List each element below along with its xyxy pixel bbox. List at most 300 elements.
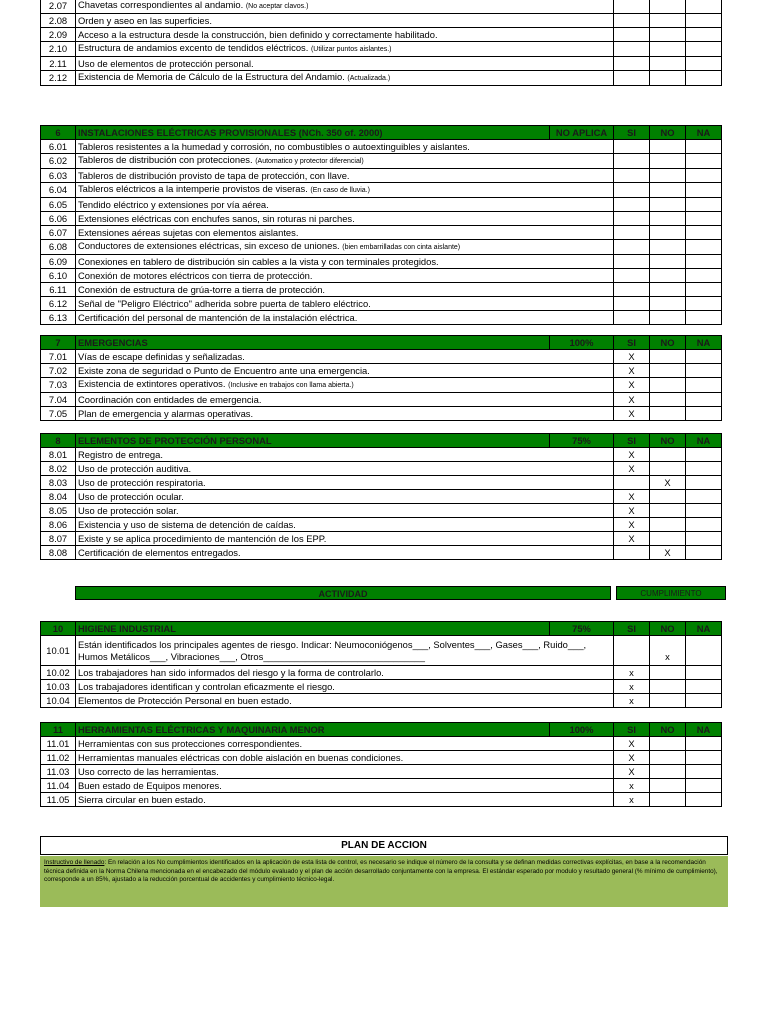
na-mark-cell — [686, 240, 722, 255]
item-text: Uso de protección ocular. — [78, 490, 184, 502]
checklist-row — [41, 14, 722, 28]
na-mark-cell — [686, 169, 722, 183]
na-mark-cell — [686, 666, 722, 680]
no-mark-cell — [650, 140, 686, 154]
na-mark-cell — [686, 14, 722, 28]
item-note: (Utilizar puntos aislantes.) — [310, 46, 392, 53]
col-na-header: NA — [686, 434, 722, 448]
activity-header: ACTIVIDAD — [75, 586, 611, 600]
na-mark-cell — [686, 297, 722, 311]
no-mark-cell — [650, 28, 686, 42]
no-mark-cell — [650, 226, 686, 240]
col-na-header: NA — [686, 622, 722, 636]
si-mark-cell: X — [614, 532, 650, 546]
checklist-row — [41, 532, 722, 546]
si-mark-cell: X — [614, 364, 650, 378]
si-mark-cell: x — [614, 680, 650, 694]
na-mark-cell — [686, 546, 722, 560]
checklist-row — [41, 518, 722, 532]
item-text: Uso de protección auditiva. — [78, 462, 192, 474]
col-no-header: NO — [650, 336, 686, 350]
section-status: 100% — [550, 723, 614, 737]
checklist-row — [41, 407, 722, 421]
si-mark-cell — [614, 226, 650, 240]
col-si-header: SI — [614, 723, 650, 737]
item-description — [76, 636, 614, 666]
no-mark-cell — [650, 393, 686, 407]
instructions-box — [40, 856, 728, 907]
item-number: 6.13 — [41, 311, 76, 325]
item-description — [76, 140, 614, 154]
checklist-row — [41, 240, 722, 255]
item-text: Conductores de extensiones eléctricas, sin exceso de uniones. — [78, 240, 340, 251]
item-number: 7.01 — [41, 350, 76, 364]
item-number: 8.01 — [41, 448, 76, 462]
checklist-row — [41, 504, 722, 518]
no-mark-cell — [650, 793, 686, 807]
section-status: 75% — [550, 434, 614, 448]
item-note: (Inclusive en trabajos con llama abierta.) — [228, 382, 354, 389]
si-mark-cell: X — [614, 765, 650, 779]
no-mark-cell — [650, 751, 686, 765]
item-text: Existe y se aplica procedimiento de mantención de los EPP. — [78, 532, 327, 544]
na-mark-cell — [686, 283, 722, 297]
checklist-row — [41, 765, 722, 779]
checklist-row — [41, 0, 722, 14]
si-mark-cell — [614, 154, 650, 169]
section-header-row — [41, 434, 722, 448]
item-number: 2.11 — [41, 57, 76, 71]
na-mark-cell — [686, 751, 722, 765]
si-mark-cell — [614, 269, 650, 283]
item-description — [76, 694, 614, 708]
item-number: 10.04 — [41, 694, 76, 708]
no-mark-cell — [650, 518, 686, 532]
si-mark-cell — [614, 169, 650, 183]
item-number: 11.02 — [41, 751, 76, 765]
section-number: 6 — [41, 126, 76, 140]
no-mark-cell — [650, 42, 686, 57]
item-text: Tableros resistentes a la humedad y corrosión, no combustibles o autoextinguibles y aislantes. — [78, 140, 470, 152]
item-number: 10.03 — [41, 680, 76, 694]
item-number: 2.09 — [41, 28, 76, 42]
item-number: 6.01 — [41, 140, 76, 154]
checklist-row — [41, 169, 722, 183]
item-note: (bien embarrilladas con cinta aislante) — [342, 244, 461, 251]
section-10-table — [40, 621, 722, 708]
section-title: HIGIENE INDUSTRIAL — [76, 622, 550, 636]
si-mark-cell — [614, 57, 650, 71]
item-text: Estructura de andamios excento de tendidos eléctricos. — [78, 42, 309, 53]
item-description — [76, 198, 614, 212]
item-description — [76, 283, 614, 297]
col-no-header: NO — [650, 126, 686, 140]
item-number: 8.08 — [41, 546, 76, 560]
no-mark-cell — [650, 694, 686, 708]
item-number: 2.12 — [41, 71, 76, 86]
si-mark-cell — [614, 476, 650, 490]
item-text: Elementos de Protección Personal en buen estado. — [78, 694, 292, 706]
col-si-header: SI — [614, 336, 650, 350]
si-mark-cell: x — [614, 666, 650, 680]
na-mark-cell — [686, 793, 722, 807]
item-note: (En caso de lluvia.) — [310, 187, 370, 194]
section-status: 75% — [550, 622, 614, 636]
col-no-header: NO — [650, 723, 686, 737]
si-mark-cell — [614, 311, 650, 325]
si-mark-cell — [614, 183, 650, 198]
na-mark-cell — [686, 694, 722, 708]
checklist-row — [41, 71, 722, 86]
item-description — [76, 212, 614, 226]
section-6-table — [40, 125, 722, 325]
checklist-row — [41, 57, 722, 71]
checklist-row — [41, 269, 722, 283]
item-number: 11.01 — [41, 737, 76, 751]
si-mark-cell — [614, 14, 650, 28]
item-description — [76, 751, 614, 765]
no-mark-cell: X — [650, 476, 686, 490]
checklist-row — [41, 42, 722, 57]
si-mark-cell — [614, 140, 650, 154]
si-mark-cell: X — [614, 518, 650, 532]
item-text: Existencia y uso de sistema de detención de caídas. — [78, 518, 296, 530]
item-description — [76, 226, 614, 240]
item-number: 11.03 — [41, 765, 76, 779]
item-text: Acceso a la estructura desde la construcción, bien definido y correctamente habilitado. — [78, 28, 438, 40]
checklist-row — [41, 490, 722, 504]
compliance-header: CUMPLIMIENTO — [616, 586, 726, 600]
item-number: 8.07 — [41, 532, 76, 546]
si-mark-cell — [614, 198, 650, 212]
checklist-row — [41, 680, 722, 694]
no-mark-cell — [650, 765, 686, 779]
no-mark-cell — [650, 311, 686, 325]
item-number: 6.03 — [41, 169, 76, 183]
si-mark-cell: X — [614, 407, 650, 421]
na-mark-cell — [686, 532, 722, 546]
item-description — [76, 14, 614, 28]
item-text: Extensiones eléctricas con enchufes sanos, sin roturas ni parches. — [78, 212, 355, 224]
si-mark-cell: X — [614, 737, 650, 751]
item-number: 11.05 — [41, 793, 76, 807]
si-mark-cell: X — [614, 393, 650, 407]
na-mark-cell — [686, 226, 722, 240]
item-number: 8.06 — [41, 518, 76, 532]
na-mark-cell — [686, 350, 722, 364]
na-mark-cell — [686, 71, 722, 86]
item-text: Tableros de distribución provisto de tapa de protección, con llave. — [78, 169, 350, 181]
checklist-row — [41, 350, 722, 364]
item-note: (Actualizada.) — [347, 75, 391, 82]
item-number: 6.10 — [41, 269, 76, 283]
action-plan-title: PLAN DE ACCION — [40, 836, 728, 855]
item-number: 7.02 — [41, 364, 76, 378]
section-status: NO APLICA — [550, 126, 614, 140]
no-mark-cell — [650, 183, 686, 198]
item-description — [76, 364, 614, 378]
item-number: 6.07 — [41, 226, 76, 240]
checklist-row — [41, 476, 722, 490]
si-mark-cell — [614, 546, 650, 560]
item-text: Los trabajadores identifican y controlan eficazmente el riesgo. — [78, 680, 335, 692]
instructions-text: : En relación a los No cumplimientos identificados en la aplicación de esta lista de control, es necesario se indique el número de la consulta y se definan medidas correctivas explícitas, en base a la recomendación técnica definida en la Norma Chilena mencionada en el encabezado del módulo evaluado y el plan de acción desarrollado conjuntamente con la empresa. El estándar esperado por modulo y resultado general (% mínimo de cumplimiento), corresponde a un 85%, ajustado a la reducción porcentual de accidentes y cumplimiento técnico-legal. — [44, 859, 718, 883]
col-na-header: NA — [686, 336, 722, 350]
no-mark-cell — [650, 71, 686, 86]
si-mark-cell: X — [614, 378, 650, 393]
no-mark-cell — [650, 169, 686, 183]
item-description — [76, 240, 614, 255]
item-text: Certificación del personal de mantención de la instalación eléctrica. — [78, 311, 358, 323]
si-mark-cell — [614, 42, 650, 57]
si-mark-cell — [614, 240, 650, 255]
checklist-row — [41, 297, 722, 311]
no-mark-cell — [650, 378, 686, 393]
item-description — [76, 765, 614, 779]
si-mark-cell: x — [614, 779, 650, 793]
section-header-row — [41, 336, 722, 350]
item-number: 7.03 — [41, 378, 76, 393]
section-title: HERRAMIENTAS ELÉCTRICAS Y MAQUINARIA MENOR — [76, 723, 550, 737]
col-si-header: SI — [614, 434, 650, 448]
na-mark-cell — [686, 183, 722, 198]
item-text: Conexión de estructura de grúa-torre a tierra de protección. — [78, 283, 326, 295]
na-mark-cell — [686, 154, 722, 169]
col-no-header: NO — [650, 434, 686, 448]
item-number: 6.02 — [41, 154, 76, 169]
item-description — [76, 504, 614, 518]
section-7-table — [40, 335, 722, 421]
na-mark-cell — [686, 212, 722, 226]
item-number: 8.04 — [41, 490, 76, 504]
na-mark-cell — [686, 680, 722, 694]
si-mark-cell: X — [614, 350, 650, 364]
item-description — [76, 779, 614, 793]
item-text: Extensiones aéreas sujetas con elementos aislantes. — [78, 226, 299, 238]
na-mark-cell — [686, 490, 722, 504]
na-mark-cell — [686, 57, 722, 71]
section-number: 7 — [41, 336, 76, 350]
item-text: Orden y aseo en las superficies. — [78, 14, 212, 26]
checklist-row — [41, 226, 722, 240]
item-number: 6.04 — [41, 183, 76, 198]
no-mark-cell — [650, 255, 686, 269]
item-text: Herramientas manuales eléctricas con doble aislación en buenas condiciones. — [78, 751, 404, 763]
item-description — [76, 183, 614, 198]
item-description — [76, 269, 614, 283]
item-text: Coordinación con entidades de emergencia. — [78, 393, 262, 405]
checklist-row — [41, 212, 722, 226]
si-mark-cell — [614, 297, 650, 311]
item-number: 2.08 — [41, 14, 76, 28]
na-mark-cell — [686, 0, 722, 14]
item-text: Chavetas correspondientes al andamio. — [78, 0, 244, 10]
checklist-row — [41, 751, 722, 765]
checklist-row — [41, 448, 722, 462]
item-number: 6.11 — [41, 283, 76, 297]
section-header-row — [41, 126, 722, 140]
checklist-row — [41, 255, 722, 269]
item-description — [76, 737, 614, 751]
item-number: 2.07 — [41, 0, 76, 14]
no-mark-cell — [650, 350, 686, 364]
checklist-row — [41, 694, 722, 708]
no-mark-cell — [650, 779, 686, 793]
item-description — [76, 518, 614, 532]
na-mark-cell — [686, 311, 722, 325]
item-description — [76, 311, 614, 325]
no-mark-cell: x — [650, 636, 686, 666]
item-description — [76, 255, 614, 269]
section-title: EMERGENCIAS — [76, 336, 550, 350]
si-mark-cell: X — [614, 448, 650, 462]
na-mark-cell — [686, 737, 722, 751]
item-number: 6.12 — [41, 297, 76, 311]
no-mark-cell — [650, 666, 686, 680]
si-mark-cell — [614, 28, 650, 42]
col-si-header: SI — [614, 622, 650, 636]
na-mark-cell — [686, 28, 722, 42]
item-text: Uso de protección respiratoria. — [78, 476, 206, 488]
item-text: Conexiones en tablero de distribución sin cables a la vista y con terminales protegidos. — [78, 255, 439, 267]
checklist-row — [41, 198, 722, 212]
no-mark-cell — [650, 364, 686, 378]
item-description — [76, 680, 614, 694]
item-description — [76, 0, 614, 14]
si-mark-cell: x — [614, 793, 650, 807]
si-mark-cell — [614, 636, 650, 666]
no-mark-cell — [650, 154, 686, 169]
item-text: Tableros de distribución con protecciones. — [78, 154, 253, 165]
na-mark-cell — [686, 504, 722, 518]
section-8-table — [40, 433, 722, 560]
checklist-row — [41, 28, 722, 42]
no-mark-cell — [650, 269, 686, 283]
item-number: 8.05 — [41, 504, 76, 518]
na-mark-cell — [686, 518, 722, 532]
checklist-row — [41, 364, 722, 378]
na-mark-cell — [686, 42, 722, 57]
checklist-row — [41, 636, 722, 666]
checklist-row — [41, 311, 722, 325]
checklist-row — [41, 183, 722, 198]
si-mark-cell: X — [614, 751, 650, 765]
na-mark-cell — [686, 462, 722, 476]
na-mark-cell — [686, 448, 722, 462]
section-title: ELEMENTOS DE PROTECCIÓN PERSONAL — [76, 434, 550, 448]
si-mark-cell: X — [614, 490, 650, 504]
no-mark-cell — [650, 14, 686, 28]
item-description — [76, 793, 614, 807]
col-na-header: NA — [686, 126, 722, 140]
checklist-row — [41, 462, 722, 476]
no-mark-cell — [650, 57, 686, 71]
checklist-row — [41, 737, 722, 751]
section-title: INSTALACIONES ELÉCTRICAS PROVISIONALES (NCh. 350 of. 2000) — [76, 126, 550, 140]
no-mark-cell — [650, 283, 686, 297]
no-mark-cell: X — [650, 546, 686, 560]
item-description — [76, 350, 614, 364]
item-number: 2.10 — [41, 42, 76, 57]
na-mark-cell — [686, 476, 722, 490]
si-mark-cell: x — [614, 694, 650, 708]
si-mark-cell: X — [614, 504, 650, 518]
item-note: (Automatico y protector diferencial) — [255, 158, 364, 165]
no-mark-cell — [650, 407, 686, 421]
na-mark-cell — [686, 636, 722, 666]
section-number: 8 — [41, 434, 76, 448]
item-description — [76, 462, 614, 476]
item-number: 6.09 — [41, 255, 76, 269]
na-mark-cell — [686, 393, 722, 407]
item-text: Existe zona de seguridad o Punto de Encuentro ante una emergencia. — [78, 364, 370, 376]
section-11-table — [40, 722, 722, 807]
no-mark-cell — [650, 297, 686, 311]
item-description — [76, 169, 614, 183]
na-mark-cell — [686, 779, 722, 793]
checklist-row — [41, 154, 722, 169]
item-number: 6.06 — [41, 212, 76, 226]
item-number: 10.01 — [41, 636, 76, 666]
col-no-header: NO — [650, 622, 686, 636]
si-mark-cell — [614, 283, 650, 297]
checklist-row — [41, 546, 722, 560]
item-text: Vías de escape definidas y señalizadas. — [78, 350, 245, 362]
item-description — [76, 71, 614, 86]
item-number: 6.05 — [41, 198, 76, 212]
na-mark-cell — [686, 198, 722, 212]
item-text: Están identificados los principales agentes de riesgo. Indicar: Neumoconiógenos___, Solventes___, Gases___, Ruido___, Humos Metálicos___, Vibraciones___, Otros_______________________________ — [78, 638, 587, 662]
si-mark-cell — [614, 0, 650, 14]
item-number: 6.08 — [41, 240, 76, 255]
item-number: 8.03 — [41, 476, 76, 490]
item-text: Señal de "Peligro Eléctrico" adherida sobre puerta de tablero eléctrico. — [78, 297, 371, 309]
item-number: 11.04 — [41, 779, 76, 793]
na-mark-cell — [686, 364, 722, 378]
checklist-row — [41, 793, 722, 807]
item-text: Los trabajadores han sido informados del riesgo y la forma de controlarlo. — [78, 666, 384, 678]
na-mark-cell — [686, 255, 722, 269]
item-description — [76, 532, 614, 546]
item-text: Plan de emergencia y alarmas operativas. — [78, 407, 254, 419]
item-description — [76, 28, 614, 42]
col-na-header: NA — [686, 723, 722, 737]
item-text: Conexión de motores eléctricos con tierra de protección. — [78, 269, 313, 281]
section-status: 100% — [550, 336, 614, 350]
item-text: Uso correcto de las herramientas. — [78, 765, 219, 777]
si-mark-cell — [614, 212, 650, 226]
item-text: Tableros eléctricos a la intemperie provistos de viseras. — [78, 183, 308, 194]
item-text: Existencia de extintores operativos. — [78, 378, 226, 389]
item-text: Existencia de Memoria de Cálculo de la Estructura del Andamio. — [78, 71, 345, 82]
item-text: Registro de entrega. — [78, 448, 163, 460]
no-mark-cell — [650, 532, 686, 546]
item-description — [76, 297, 614, 311]
item-number: 8.02 — [41, 462, 76, 476]
item-description — [76, 476, 614, 490]
no-mark-cell — [650, 504, 686, 518]
no-mark-cell — [650, 212, 686, 226]
item-description — [76, 490, 614, 504]
instructions-label: Instructivo de llenado — [44, 859, 105, 866]
item-text: Sierra circular en buen estado. — [78, 793, 206, 805]
no-mark-cell — [650, 448, 686, 462]
no-mark-cell — [650, 198, 686, 212]
na-mark-cell — [686, 765, 722, 779]
item-text: Herramientas con sus protecciones correspondientes. — [78, 737, 303, 749]
section-header-row — [41, 723, 722, 737]
si-mark-cell — [614, 255, 650, 269]
